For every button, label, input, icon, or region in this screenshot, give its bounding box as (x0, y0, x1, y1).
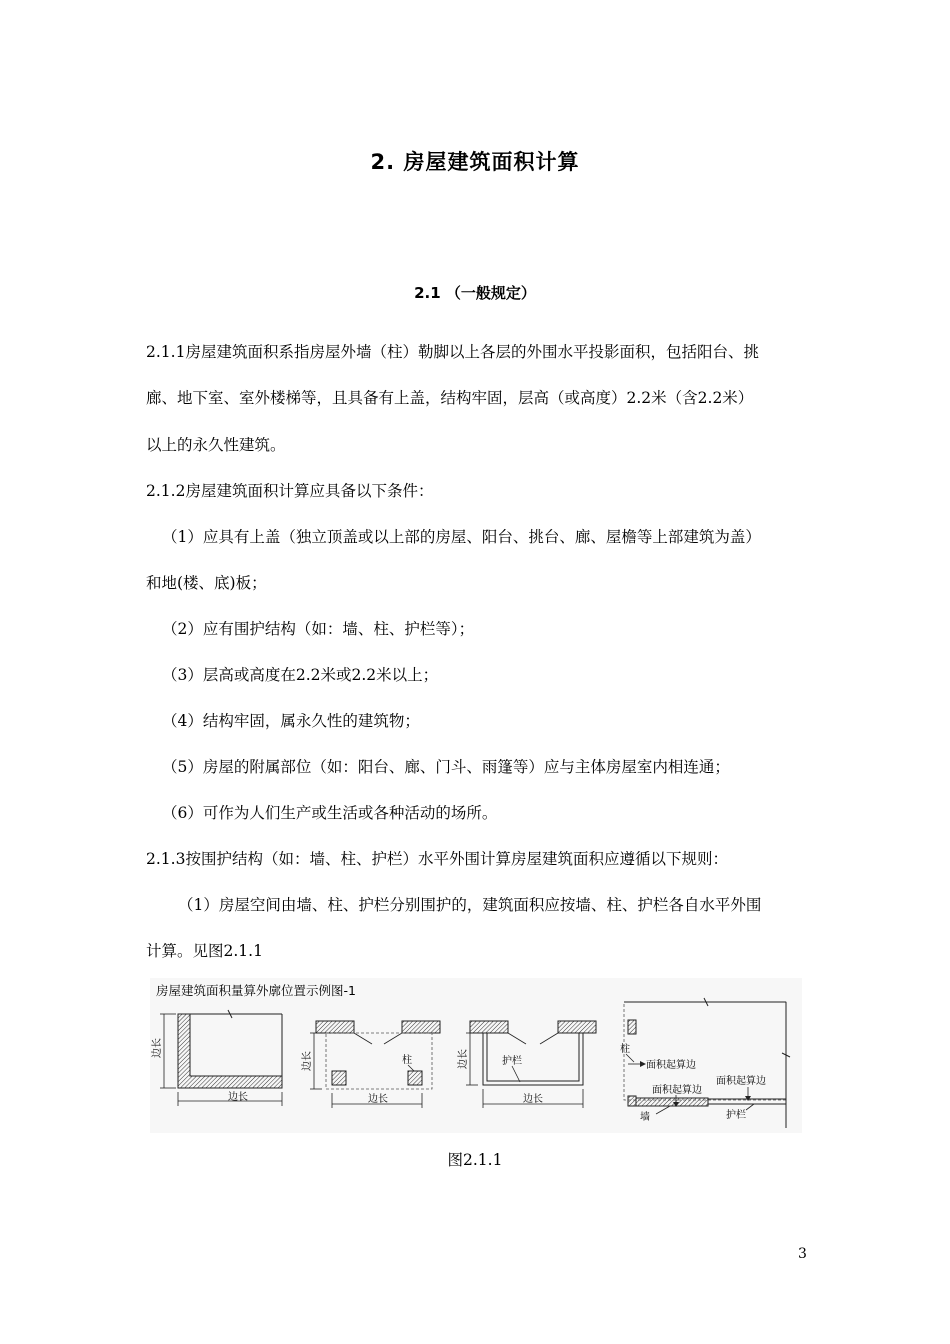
dim-label-side-6: 边长 (523, 1094, 543, 1105)
label-railing-2: 护栏 (726, 1110, 746, 1121)
label-column-1: 柱 (402, 1055, 412, 1066)
paragraph-2-1-1-line2: 廊、地下室、室外楼梯等，且具备有上盖，结构牢固，层高（或高度）2.2米（含2.2米） (146, 389, 754, 407)
condition-4: （4）结构牢固，属永久性的建筑物； (162, 712, 420, 730)
condition-6: （6）可作为人们生产或生活或各种活动的场所。 (162, 804, 498, 822)
page-title: 2. 房屋建筑面积计算 (370, 150, 580, 174)
page-number: 3 (798, 1246, 807, 1262)
label-railing-1: 护栏 (502, 1056, 522, 1067)
wall-block-right (402, 1021, 440, 1033)
dim-label-side-1: 边长 (152, 1038, 163, 1058)
condition-2: （2）应有围护结构（如：墙、柱、护栏等）； (162, 620, 475, 638)
paragraph-2-1-2: 2.1.2房屋建筑面积计算应具备以下条件： (146, 482, 434, 500)
column-left (332, 1071, 346, 1085)
paragraph-2-1-1-line3: 以上的永久性建筑。 (146, 436, 286, 454)
rule-1-line1: （1）房屋空间由墙、柱、护栏分别围护的，建筑面积应按墙、柱、护栏各自水平外围 (178, 896, 762, 914)
condition-1-line2: 和地(楼、底)板； (146, 574, 267, 592)
condition-1-line1: （1）应具有上盖（独立顶盖或以上部的房屋、阳台、挑台、廊、屋檐等上部建筑为盖） (162, 528, 761, 546)
label-wall: 墙 (640, 1112, 650, 1123)
label-column-2: 柱 (620, 1044, 630, 1055)
figure-header: 房屋建筑面积量算外廓位置示例图-1 (156, 983, 356, 998)
dim-label-side-2: 边长 (228, 1092, 248, 1103)
plan-column (628, 1020, 636, 1034)
dim-label-side-3: 边长 (302, 1051, 313, 1071)
figure-background (150, 978, 802, 1133)
rule-1-line2: 计算。见图2.1.1 (146, 942, 263, 960)
figure-caption: 图2.1.1 (447, 1151, 503, 1169)
dim-label-side-4: 边长 (368, 1094, 388, 1105)
dim-label-side-5: 边长 (458, 1049, 469, 1069)
plan-wall (636, 1098, 708, 1106)
section-heading: 2.1 （一般规定） (414, 284, 536, 302)
figure-diagram (150, 978, 802, 1133)
wall-block-right-2 (558, 1021, 596, 1033)
label-area-edge-1: 面积起算边 (646, 1060, 696, 1071)
wall-block-left-2 (470, 1021, 508, 1033)
figure-2-1-1 (150, 978, 802, 1133)
column-right (408, 1071, 422, 1085)
condition-5: （5）房屋的附属部位（如：阳台、廊、门斗、雨篷等）应与主体房屋室内相连通； (162, 758, 730, 776)
label-area-edge-3: 面积起算边 (716, 1076, 766, 1087)
paragraph-2-1-3: 2.1.3按围护结构（如：墙、柱、护栏）水平外围计算房屋建筑面积应遵循以下规则： (146, 850, 728, 868)
label-area-edge-2: 面积起算边 (652, 1085, 702, 1096)
condition-3: （3）层高或高度在2.2米或2.2米以上； (162, 666, 439, 684)
paragraph-2-1-1-line1: 2.1.1房屋建筑面积系指房屋外墙（柱）勒脚以上各层的外围水平投影面积，包括阳台、挑 (146, 343, 759, 361)
wall-block-left (316, 1021, 354, 1033)
